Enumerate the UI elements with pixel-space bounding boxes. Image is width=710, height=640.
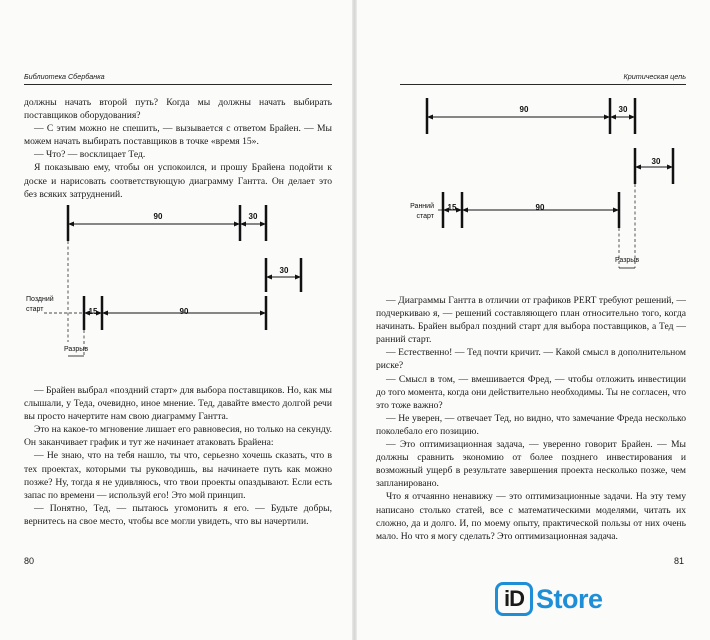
paragraph: — Не уверен, — отвечает Тед, но видно, что замечание Фреда несколько поколебало его позицию. (376, 412, 686, 437)
bar-15-label: 15 (88, 307, 98, 316)
top-bar-small-label: 30 (618, 105, 628, 114)
paragraph: — Брайен выбрал «поздний старт» для выбора поставщиков. Но, как мы слышали, у Теда, очевидно, иное мнение. Тед, давайте вместо долгой речи вы просто начертите нам свою диаграмму Гантта. (24, 385, 332, 423)
left-page-number: 80 (24, 556, 35, 566)
early-start-label-2: старт (416, 213, 434, 220)
paragraph: Что я отчаянно ненавижу — это оптимизационные задачи. На эту тему написано столько статей, все с математическими моделями, читать их сложно, да и долго. И, по моему опыту, практической пользы от них очень мало. Но что я могу сделать? Это оптимизационная задача. (376, 491, 686, 542)
paragraph: — Смысл в том, — вмешивается Фред, — чтобы отложить инвестиции до того момента, когда они действительно необходимы. Ты не согласен, что это тоже важно? (376, 373, 686, 411)
paragraph: — Что? — восклицает Тед. (34, 149, 146, 161)
late-start-label: Поздний (26, 296, 54, 303)
paragraph: — Не знаю, что на тебя нашло, ты что, серьезно хочешь сказать, что в тех проектах, которыми ты руководишь, вы начинаете путь как можно позже? Ну, тогда я не удивляюсь, что твои проекты опаздывают. Если есть запас по времени — используй его! Это мой принцип. (24, 450, 332, 501)
paragraph: Я показываю ему, чтобы он успокоился, и прошу Брайена подойти к доске и нарисовать соответствующую диаграмму Гантта. Он делает это без всяких затруднений. (24, 162, 332, 200)
right-body-text (376, 294, 686, 543)
early-start-label: Ранний (410, 203, 434, 210)
paragraph: — Это оптимизационная задача, — уверенно говорит Брайен. — Мы должны сравнить экономию от более позднего инвестирования и возможный ущерб в результате завершения проекта несколько позже, чем запланировано. (376, 439, 686, 490)
right-bar-label: 30 (279, 266, 289, 275)
idstore-watermark-logo (495, 582, 603, 616)
right-page-number: 81 (674, 556, 685, 566)
bar-15-label: 15 (447, 203, 457, 212)
top-bar-label: 90 (153, 212, 163, 221)
gap-label: Разрыв (63, 346, 89, 353)
bar-90-label: 90 (179, 307, 189, 316)
logo-word: Store (536, 583, 603, 614)
paragraph: — Понятно, Тед, — пытаюсь угомонить я его. — Будьте добры, вернитесь на свое место, чтобы все могли увидеть, что вы начертили. (24, 502, 332, 527)
logo-mark: iD (495, 582, 533, 616)
paragraph: — Естественно! — Тед почти кричит. — Какой смысл в дополнительном риске? (376, 347, 686, 372)
bar-90-label: 90 (535, 203, 545, 212)
paragraph: — С этим можно не спешить, — вызывается с ответом Брайен. — Мы можем начать выбирать поставщиков в точке «время 15». (24, 123, 332, 148)
late-start-label-2: старт (26, 306, 44, 313)
paragraph: Это на какое-то мгновение лишает его равновесия, но только на секунду. Он заканчивает график и тут же начинает атаковать Брайена: (24, 424, 332, 449)
top-bar-label: 90 (519, 105, 529, 114)
gap-label: Разрыв (614, 257, 640, 264)
right-running-head: Критическая цепь (623, 72, 686, 81)
paragraph: должны начать второй путь? Когда мы должны начать выбирать поставщиков оборудования? (24, 97, 332, 122)
paragraph: — Диаграммы Гантта в отличии от графиков PERT требуют решений, — подчеркиваю я, — решений составляющего план относительно того, когда начинать. Брайен выбрал поздний старт для выбора поставщиков, а Тед — ранний старт. (376, 295, 686, 346)
left-running-head: Библиотека Сбербанка (24, 72, 105, 81)
top-bar-small-label: 30 (248, 212, 258, 221)
right-bar-label: 30 (651, 157, 661, 166)
